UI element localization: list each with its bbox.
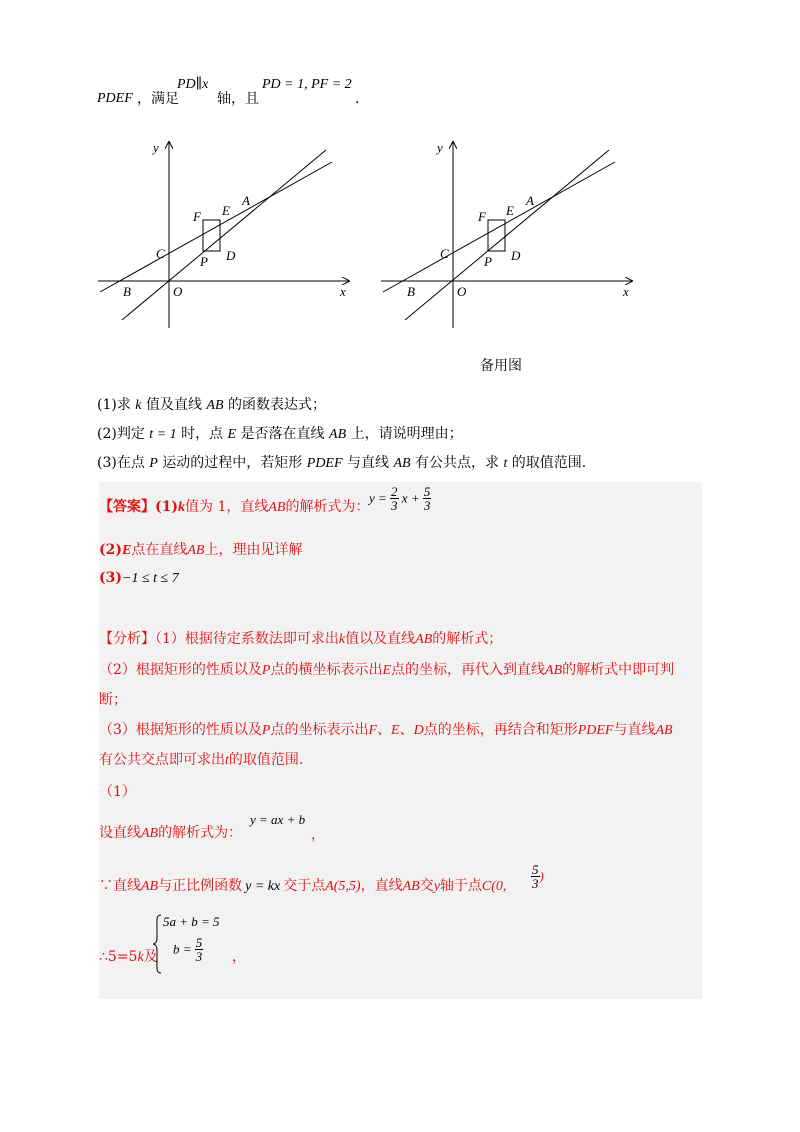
q3-text-e: 的取值范围. [511,455,587,471]
label-b: B [123,284,131,299]
solution-3-a: ∵直线 [99,878,141,894]
analysis-3-p: P [261,723,271,738]
q3-text-a: (3)在点 [97,455,145,471]
analysis-line-1 [99,630,502,649]
q2-ab: AB [329,427,347,442]
figure-main [95,138,357,338]
answer-1-equation [369,485,431,512]
answer-3-pre: (3) [99,570,122,586]
q3-t: t [503,456,508,471]
analysis-2-ab: AB [545,663,563,678]
line-ab [383,162,615,292]
analysis-3-e: 有公共交点即可求出 [99,752,225,768]
solution-3-b: 与正比例函数 [158,878,243,894]
frac1-den: 3 [391,498,398,513]
label-o: O [173,284,183,299]
analysis-3-c: 点的坐标，再结合和矩形 [423,722,578,738]
solution-3-frac [531,863,544,890]
solution-2-b: 的解析式为： [158,825,243,841]
q2-t: t = 1 [149,427,177,442]
label-x: x [623,284,629,299]
frac2-num: 5 [423,484,431,499]
line-ab [100,162,332,292]
label-p: P [200,254,208,269]
analysis-3-b: 点的坐标表示出 [270,722,369,738]
analysis-line-2 [99,661,674,680]
analysis-3-ab: AB [655,723,673,738]
solution-3-y: y [433,879,440,894]
q2-text-c: 是否落在直线 [240,426,325,442]
line-y-kx [405,150,609,320]
s4-frac-den: 3 [195,949,203,964]
label-b: B [407,284,415,299]
answer-line-1 [99,498,369,517]
s3-close: ) [539,868,544,884]
header-cond2: PD = 1, PF = 2 [262,77,352,92]
analysis-1-c: 的解析式； [432,631,503,647]
solution-3-d: ，直线 [360,878,403,894]
solution-3-point-a: A(5,5) [325,879,361,894]
solution-3-e: 交 [419,878,434,894]
s3-frac-num: 5 [532,862,539,877]
label-o: O [457,284,467,299]
q1-k: k [135,398,142,413]
analysis-3-pdef: PDEF [577,723,614,738]
s4-frac-num: 5 [195,935,203,950]
answer-2-text: 点在直线 [131,542,188,558]
analysis-3-t: t [225,753,229,768]
header-period: . [355,91,360,107]
solution-line-3 [99,877,506,896]
header-pdef: PDEF [97,91,133,106]
label-e: E [222,203,230,218]
q3-ab: AB [393,456,411,471]
header-axis: 轴，且 [217,91,259,107]
analysis-1-ab: AB [415,632,433,647]
solution-4-comma: ， [232,949,246,965]
solution-2-ab: AB [141,826,159,841]
header-satisfy: ，满足 [137,91,179,107]
system-brace [152,914,162,974]
question-2 [97,425,463,444]
frac2-den: 3 [423,498,431,513]
q1-text-c: 的函数表达式； [227,397,326,413]
answer-1-text: 值为 1，直线 [185,499,269,515]
system-eq-1: 5a + b = 5 [163,914,220,929]
solution-3-eq: y = kx [245,879,281,894]
label-a: A [242,193,250,208]
solution-2-eq: y = ax + b [250,812,306,827]
solution-4-k: k [137,950,144,965]
label-y: y [437,140,443,155]
q1-text-b: 值及直线 [145,397,202,413]
analysis-2-b: 点的横坐标表示出 [270,662,383,678]
answer-2-ab: AB [187,543,205,558]
solution-2-comma: ， [311,827,325,843]
solution-3-f: 轴于点 [439,878,482,894]
answer-1-k: k [178,500,185,515]
analysis-3-d: 与直线 [613,722,656,738]
analysis-2-a: （2）根据矩形的性质以及 [99,662,262,678]
solution-3-point-c: C(0, [481,879,507,894]
label-x: x [340,284,346,299]
answer-2-pre: (2) [99,542,122,558]
solution-3-ab2: AB [402,879,420,894]
analysis-1-k: k [338,632,346,647]
label-c: C [156,246,165,261]
answer-1-pre: (1) [155,499,178,515]
analysis-3-f: 的取值范围. [228,752,304,768]
q3-text-c: 与直线 [346,455,389,471]
analysis-tag: 【分析】 [99,631,155,647]
q3-p: P [149,456,158,471]
q2-e: E [227,427,237,442]
question-3 [97,454,586,473]
q2-text-a: (2)判定 [97,426,145,442]
answer-tag: 【答案】 [99,499,155,515]
label-f: F [478,209,486,224]
analysis-2-c: 点的坐标，再代入到直线 [391,662,546,678]
question-1 [97,396,326,415]
analysis-line-3 [99,721,673,740]
solution-line-2 [99,824,242,843]
label-p: P [484,254,492,269]
analysis-1-a: （1）根据待定系数法即可求出 [155,631,339,647]
label-d: D [226,248,236,263]
line-y-kx [122,150,326,320]
solution-4-a: ∴5=5 [99,949,138,965]
system-eq-2 [173,936,203,963]
header-line [97,74,697,110]
q1-ab: AB [206,398,224,413]
answer-line-3 [99,569,179,588]
solution-2-a: 设直线 [99,825,141,841]
answer-1-ab: AB [268,500,286,515]
solution-part-1: （1） [99,784,136,800]
s3-frac-den: 3 [532,876,539,891]
analysis-3-a: （3）根据矩形的性质以及 [99,722,262,738]
analysis-2-d: 的解析式中即可判 [562,662,675,678]
label-e: E [506,203,514,218]
solution-4-b: 及 [143,949,158,965]
frac1-num: 2 [391,484,398,499]
analysis-2-e: E [382,663,392,678]
figure-caption: 备用图 [480,358,522,374]
q1-text-a: (1)求 [97,397,131,413]
system-eq-2-lhs: b = [173,941,192,957]
answer-1-frac2 [423,485,432,512]
answer-3-range: −1 ≤ t ≤ 7 [122,571,179,586]
analysis-1-b: 值以及直线 [345,631,416,647]
answer-1-text2: 的解析式为： [285,499,370,515]
header-cond1: PD∥x [177,77,209,92]
figure-backup [378,138,640,338]
answer-2-e: E [122,543,132,558]
answer-1-frac1 [390,485,399,512]
analysis-line-2b: 断； [99,692,127,708]
answer-1-y: y = [369,490,387,506]
answer-2-text2: 上，理由见详解 [204,542,303,558]
analysis-2-p: P [261,663,271,678]
q2-text-d: 上，请说明理由； [350,426,463,442]
analysis-line-3b [99,751,303,770]
q3-text-b: 运动的过程中，若矩形 [162,455,303,471]
answer-1-x: x + [401,490,420,506]
label-d: D [511,248,521,263]
q2-text-b: 时，点 [181,426,224,442]
label-f: F [193,209,201,224]
solution-3-c: 交于点 [283,878,326,894]
q3-text-d: 有公共点，求 [415,455,499,471]
label-a: A [526,193,534,208]
solution-line-4 [99,948,158,967]
answer-line-2 [99,541,302,560]
solution-3-ab: AB [141,879,159,894]
label-c: C [440,246,449,261]
label-y: y [153,140,159,155]
rect-pdef [203,220,220,251]
analysis-3-fed: F、E、D [368,723,424,738]
q3-pdef: PDEF [306,456,343,471]
